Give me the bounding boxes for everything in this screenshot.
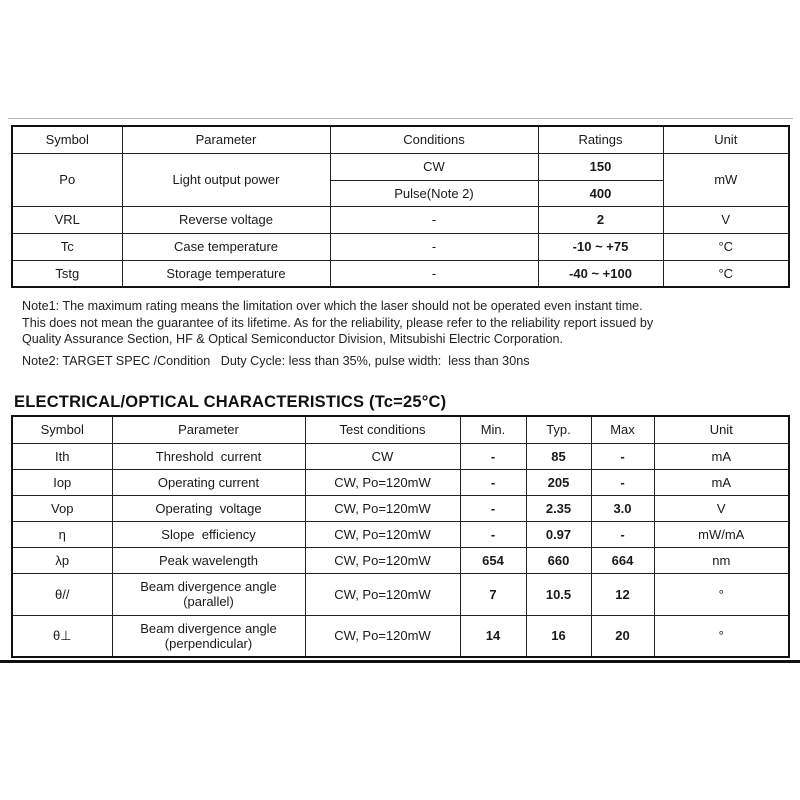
rating-cell: -10 ~ +75	[538, 233, 663, 260]
symbol-cell: VRL	[12, 206, 122, 233]
header-unit: Unit	[654, 416, 789, 443]
symbol-cell: Tstg	[12, 260, 122, 287]
symbol-cell: θ⊥	[12, 615, 112, 657]
bottom-rule	[0, 660, 800, 663]
unit-cell: °	[654, 615, 789, 657]
typ-cell: 85	[526, 443, 591, 469]
parameter-cell	[112, 573, 305, 615]
header-unit: Unit	[663, 126, 789, 153]
max-cell: 3.0	[591, 495, 654, 521]
typ-cell: 205	[526, 469, 591, 495]
parameter-cell: Light output power	[122, 153, 330, 206]
header-ratings: Ratings	[538, 126, 663, 153]
conditions-cell: -	[330, 260, 538, 287]
header-conditions: Conditions	[330, 126, 538, 153]
parameter-cell: Operating voltage	[112, 495, 305, 521]
symbol-cell: θ//	[12, 573, 112, 615]
parameter-cell	[112, 615, 305, 657]
typ-cell: 2.35	[526, 495, 591, 521]
conditions-cell: CW, Po=120mW	[305, 573, 460, 615]
unit-cell: mW	[663, 153, 789, 206]
note1-line1: Note1: The maximum rating means the limitation over which the laser should not be operated even instant time.	[22, 299, 643, 313]
parameter-cell: Case temperature	[122, 233, 330, 260]
unit-cell: °C	[663, 233, 789, 260]
header-symbol: Symbol	[12, 126, 122, 153]
typ-cell: 0.97	[526, 521, 591, 547]
table-row	[12, 547, 789, 573]
min-cell: 654	[460, 547, 526, 573]
parameter-cell: Operating current	[112, 469, 305, 495]
max-cell: 20	[591, 615, 654, 657]
typ-cell: 10.5	[526, 573, 591, 615]
conditions-cell: CW, Po=120mW	[305, 495, 460, 521]
header-symbol: Symbol	[12, 416, 112, 443]
section-heading: ELECTRICAL/OPTICAL CHARACTERISTICS (Tc=25°C)	[14, 393, 447, 411]
table-row	[12, 233, 789, 260]
unit-cell: V	[654, 495, 789, 521]
conditions-cell: Pulse(Note 2)	[330, 180, 538, 206]
unit-cell: mA	[654, 443, 789, 469]
conditions-cell: CW, Po=120mW	[305, 521, 460, 547]
table-row	[12, 443, 789, 469]
parameter-cell: Slope efficiency	[112, 521, 305, 547]
parameter-cell: Threshold current	[112, 443, 305, 469]
table-row	[12, 495, 789, 521]
min-cell: 7	[460, 573, 526, 615]
absolute-maximum-ratings-table	[11, 125, 790, 288]
parameter-line: Beam divergence angle	[140, 579, 277, 594]
rating-cell: 2	[538, 206, 663, 233]
table-row	[12, 615, 789, 657]
symbol-cell: Iop	[12, 469, 112, 495]
note2: Note2: TARGET SPEC /Condition Duty Cycle: less than 35%, pulse width: less than 30ns	[22, 354, 530, 368]
min-cell: -	[460, 495, 526, 521]
min-cell: -	[460, 469, 526, 495]
note1-line3: Quality Assurance Section, HF & Optical Semiconductor Division, Mitsubishi Electric Corporation.	[22, 332, 564, 346]
parameter-line: Beam divergence angle	[140, 620, 277, 636]
max-cell: 12	[591, 573, 654, 615]
parameter-cell: Reverse voltage	[122, 206, 330, 233]
typ-cell: 16	[526, 615, 591, 657]
unit-cell: mW/mA	[654, 521, 789, 547]
max-cell: -	[591, 443, 654, 469]
symbol-cell: λp	[12, 547, 112, 573]
header-test-conditions: Test conditions	[305, 416, 460, 443]
table-row	[12, 469, 789, 495]
conditions-cell: CW	[330, 153, 538, 180]
header-typ: Typ.	[526, 416, 591, 443]
note1-line2: This does not mean the guarantee of its lifetime. As for the reliability, please refer to the reliability report issued by	[22, 316, 654, 330]
max-cell: -	[591, 469, 654, 495]
table-row	[12, 573, 789, 615]
rating-cell: -40 ~ +100	[538, 260, 663, 287]
electrical-optical-table	[11, 415, 790, 658]
symbol-cell: Vop	[12, 495, 112, 521]
conditions-cell: CW	[305, 443, 460, 469]
header-parameter: Parameter	[112, 416, 305, 443]
table-row	[12, 206, 789, 233]
conditions-cell: -	[330, 233, 538, 260]
parameter-cell: Storage temperature	[122, 260, 330, 287]
rating-cell: 150	[538, 153, 663, 180]
table-header-row	[12, 126, 789, 153]
symbol-cell: Po	[12, 153, 122, 206]
symbol-cell: η	[12, 521, 112, 547]
parameter-line: (parallel)	[183, 594, 234, 609]
min-cell: -	[460, 521, 526, 547]
conditions-cell: CW, Po=120mW	[305, 547, 460, 573]
table-header-row	[12, 416, 789, 443]
unit-cell: mA	[654, 469, 789, 495]
unit-cell: °C	[663, 260, 789, 287]
conditions-cell: CW, Po=120mW	[305, 469, 460, 495]
parameter-cell: Peak wavelength	[112, 547, 305, 573]
typ-cell: 660	[526, 547, 591, 573]
symbol-cell: Tc	[12, 233, 122, 260]
symbol-cell: Ith	[12, 443, 112, 469]
header-max: Max	[591, 416, 654, 443]
scan-line	[8, 118, 793, 119]
parameter-line: (perpendicular)	[164, 635, 253, 651]
rating-cell: 400	[538, 180, 663, 206]
max-cell: -	[591, 521, 654, 547]
unit-cell: °	[654, 573, 789, 615]
min-cell: 14	[460, 615, 526, 657]
table-row	[12, 521, 789, 547]
max-cell: 664	[591, 547, 654, 573]
table-row	[12, 260, 789, 287]
conditions-cell: CW, Po=120mW	[305, 615, 460, 657]
header-parameter: Parameter	[122, 126, 330, 153]
conditions-cell: -	[330, 206, 538, 233]
header-min: Min.	[460, 416, 526, 443]
min-cell: -	[460, 443, 526, 469]
unit-cell: V	[663, 206, 789, 233]
table-row	[12, 153, 789, 180]
unit-cell: nm	[654, 547, 789, 573]
